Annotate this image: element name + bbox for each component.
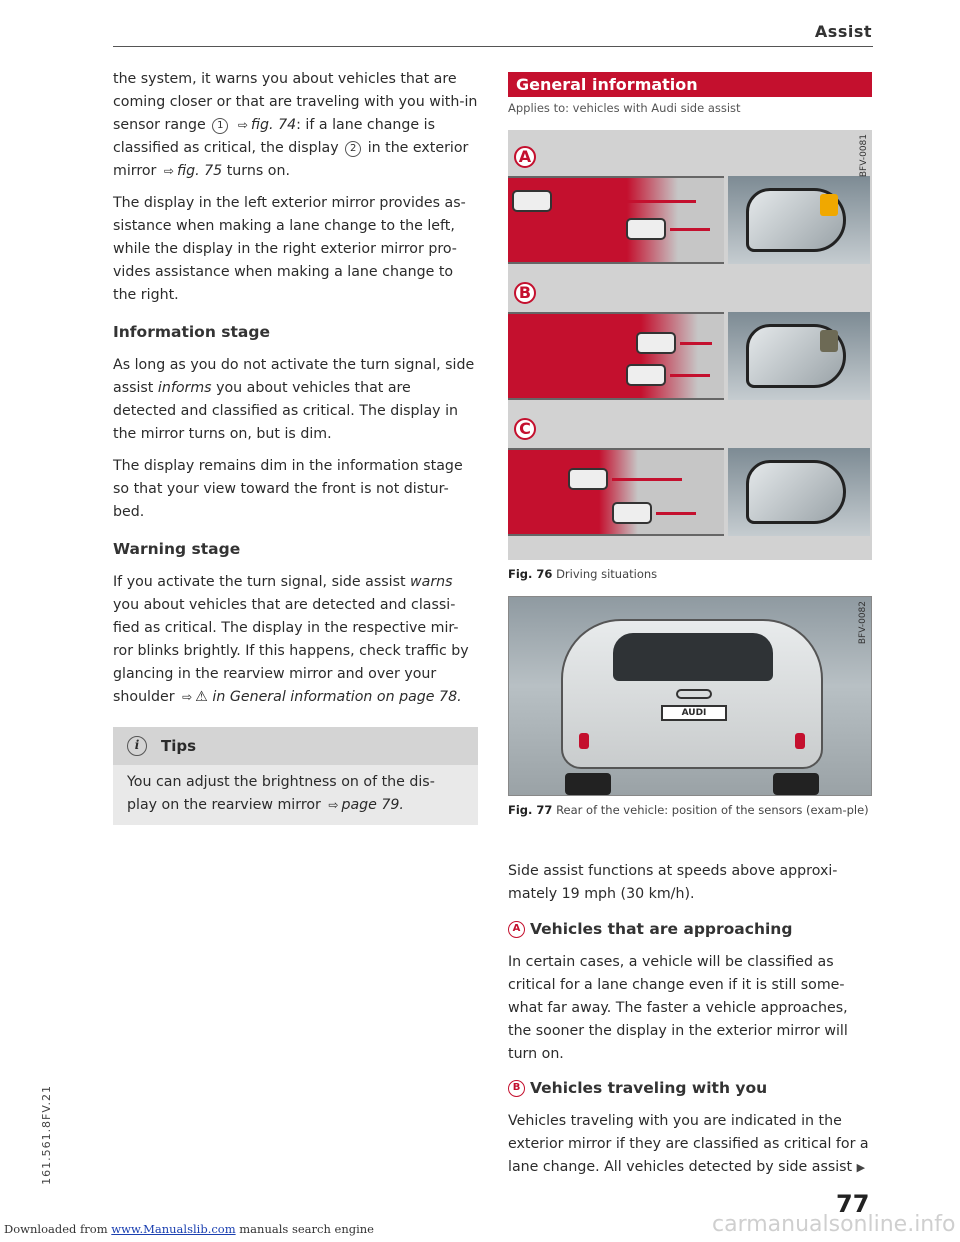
- mirror-warning-icon: [820, 194, 838, 216]
- car-icon: [626, 218, 666, 240]
- figure-76-caption: Fig. 76 Driving situations: [508, 567, 658, 581]
- car-rear-illustration: [561, 619, 823, 769]
- heading-approaching: A Vehicles that are approaching: [508, 918, 872, 941]
- car-icon: [512, 190, 552, 212]
- info-icon: i: [127, 736, 147, 756]
- paragraph: The display in the left exterior mirror provides as-sistance when making a lane change to the left, while the display in the right exterior mirror pro-vides assistance when making a lane change to the right.: [113, 195, 466, 303]
- arrow-right-icon: ⇨: [237, 118, 248, 132]
- paragraph: If you activate the turn signal, side assist warns you about vehicles that are detected and classi-fied as critical. The display in the respective mir-ror blinks brightly. If this happens, check traffic by glancing in the rearview mirror and over your shoulder ⇨ ⚠ in General information on page 78.: [113, 574, 469, 705]
- mirror-scene-a: [728, 176, 870, 264]
- arrow-right-icon: ⇨: [328, 798, 339, 812]
- left-column: [113, 68, 478, 825]
- situation-a-label: A: [514, 146, 536, 168]
- figure-code: BFV-0081: [859, 134, 869, 178]
- watermark: carmanualsonline.info: [712, 1212, 956, 1237]
- marker-b: B: [508, 1080, 525, 1097]
- arrow-right-icon: ⇨: [182, 690, 193, 704]
- callout-1: 1: [212, 118, 228, 134]
- arrow-icon: [670, 228, 710, 231]
- sensor-marker: [795, 733, 805, 749]
- arrow-icon: [556, 200, 696, 203]
- car-icon: [626, 364, 666, 386]
- paragraph: The display remains dim in the information stage so that your view toward the front is not distur-bed.: [113, 458, 463, 520]
- road-scene-c: [508, 448, 724, 536]
- right-column-header: [508, 72, 872, 115]
- heading-information-stage: Information stage: [113, 323, 270, 341]
- fig-74-link[interactable]: fig. 74: [250, 117, 297, 133]
- situation-c-label: C: [514, 418, 536, 440]
- arrow-right-icon: ⇨: [163, 164, 174, 178]
- tips-body: You can adjust the brightness on of the dis-play on the rearview mirror ⇨ page 79.: [127, 774, 435, 813]
- tips-title: Tips: [161, 736, 197, 755]
- car-icon: [612, 502, 652, 524]
- road-scene-a: [508, 176, 724, 264]
- car-icon: [568, 468, 608, 490]
- mirror-scene-c: [728, 448, 870, 536]
- header-rule: [113, 46, 873, 47]
- page-number: 77: [836, 1190, 870, 1218]
- page-79-link[interactable]: page 79.: [341, 797, 404, 813]
- arrow-icon: [612, 478, 682, 481]
- heading-warning-stage: Warning stage: [113, 540, 241, 558]
- manualslib-link[interactable]: www.Manualslib.com: [111, 1222, 236, 1236]
- paragraph: Vehicles traveling with you are indicated in the exterior mirror if they are classified as critical for a lane change. All vehicles detected by side assist ▶: [508, 1113, 869, 1175]
- figure-77-vehicle-rear: [508, 596, 872, 796]
- figure-77-caption: Fig. 77 Rear of the vehicle: position of the sensors (exam-ple): [508, 803, 869, 817]
- arrow-icon: [656, 512, 696, 515]
- mirror-dim-icon: [820, 330, 838, 352]
- general-information-heading: General information: [508, 72, 872, 97]
- fig-75-link[interactable]: fig. 75: [176, 163, 223, 179]
- callout-2: 2: [345, 141, 361, 157]
- figure-76-driving-situations: [508, 130, 872, 560]
- heading-traveling-with-you: B Vehicles traveling with you: [508, 1077, 872, 1100]
- section-b: [508, 1077, 872, 1179]
- continue-arrow-icon: ▶: [856, 1161, 866, 1174]
- mirror-scene-b: [728, 312, 870, 400]
- speed-paragraph: Side assist functions at speeds above approxi-mately 19 mph (30 km/h).: [508, 863, 838, 902]
- section-a: [508, 918, 872, 1066]
- arrow-icon: [670, 374, 710, 377]
- paragraph: As long as you do not activate the turn signal, side assist informs you about vehicles that are detected and classified as critical. The display in the mirror turns on, but is dim.: [113, 357, 475, 442]
- document-code: 161.561.8FV.21: [40, 1085, 53, 1185]
- applies-to: Applies to: vehicles with Audi side assist: [508, 101, 741, 115]
- tips-header: [113, 727, 478, 765]
- situation-b-label: B: [514, 282, 536, 304]
- car-icon: [636, 332, 676, 354]
- marker-a: A: [508, 921, 525, 938]
- audi-rings-logo: [676, 689, 712, 699]
- tips-box: [113, 727, 478, 825]
- license-plate: AUDI: [661, 705, 727, 721]
- section-title: Assist: [814, 22, 872, 41]
- road-scene-b: [508, 312, 724, 400]
- arrow-icon: [680, 342, 712, 345]
- sensor-marker: [579, 733, 589, 749]
- paragraph: the system, it warns you about vehicles that are coming closer or that are traveling with you with-in sensor range 1 ⇨ fig. 74: if a lane change is classified as critical, the display 2 in the exterior mirror ⇨ fig. 75 turns on.: [113, 71, 478, 179]
- general-info-link[interactable]: in General information on page 78.: [212, 689, 462, 705]
- paragraph: In certain cases, a vehicle will be classified as critical for a lane change even if it is still some-what far away. The faster a vehicle approaches, the sooner the display in the exterior mirror will turn on.: [508, 954, 848, 1062]
- warning-triangle-icon: ⚠: [195, 689, 208, 705]
- figure-code: BFV-0082: [858, 601, 868, 645]
- footer: Downloaded from www.Manualslib.com manuals search engine: [4, 1222, 374, 1236]
